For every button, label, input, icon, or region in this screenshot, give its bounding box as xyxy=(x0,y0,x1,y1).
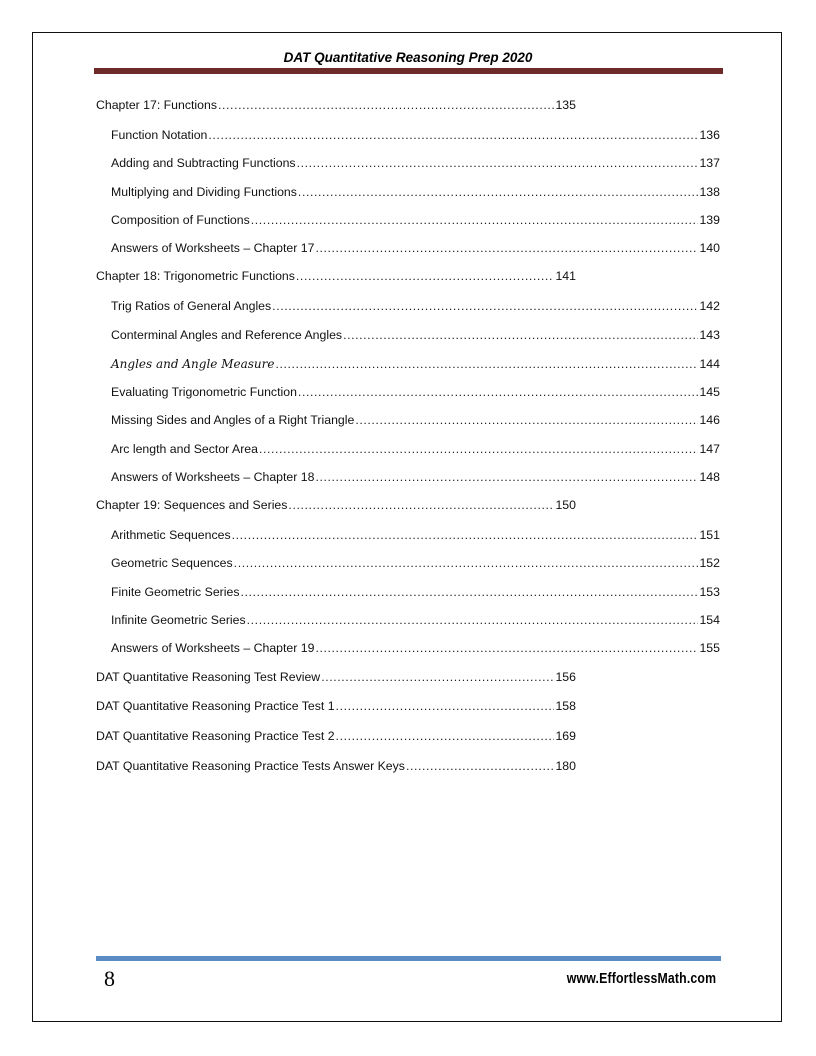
toc-entry-title: Finite Geometric Series xyxy=(111,585,240,599)
toc-entry[interactable] xyxy=(111,526,720,544)
toc-dot-leader xyxy=(298,383,699,401)
toc-page-number: 153 xyxy=(699,585,720,599)
toc-entry-title: Chapter 17: Functions xyxy=(96,98,217,112)
toc-entry-title: Adding and Subtracting Functions xyxy=(111,156,296,170)
toc-entry[interactable] xyxy=(111,468,720,486)
toc-page-number: 136 xyxy=(699,128,720,142)
toc-dot-leader xyxy=(232,526,699,544)
toc-dot-leader xyxy=(218,96,554,114)
toc-dot-leader xyxy=(240,583,698,601)
toc-entry-title: Infinite Geometric Series xyxy=(111,613,246,627)
toc-dot-leader xyxy=(298,183,699,201)
toc-entry-title: Answers of Worksheets – Chapter 19 xyxy=(111,641,315,655)
toc-entry[interactable] xyxy=(111,239,720,257)
toc-entry[interactable] xyxy=(111,297,720,315)
toc-entry-title: DAT Quantitative Reasoning Practice Test 1 xyxy=(96,699,335,713)
toc-dot-leader xyxy=(251,211,699,229)
toc-page-number: 137 xyxy=(699,156,720,170)
toc-entry[interactable] xyxy=(111,583,720,601)
footer-rule xyxy=(96,956,721,961)
toc-dot-leader xyxy=(247,611,699,629)
toc-entry[interactable] xyxy=(111,326,720,344)
toc-page-number: 139 xyxy=(699,213,720,227)
toc-dot-leader xyxy=(297,154,699,172)
toc-chapter-18[interactable] xyxy=(96,267,576,285)
toc-practice-test-2[interactable] xyxy=(96,727,576,745)
toc-dot-leader xyxy=(259,440,699,458)
toc-page-number: 169 xyxy=(555,729,576,743)
toc-page-number: 148 xyxy=(699,470,720,484)
toc-entry-title: Composition of Functions xyxy=(111,213,250,227)
toc-dot-leader xyxy=(336,697,555,715)
toc-dot-leader xyxy=(234,554,699,572)
toc-dot-leader xyxy=(275,355,698,373)
toc-answer-keys[interactable] xyxy=(96,757,576,775)
toc-dot-leader xyxy=(272,297,698,315)
toc-chapter-17[interactable] xyxy=(96,96,576,114)
toc-page-number: 156 xyxy=(555,670,576,684)
toc-dot-leader xyxy=(315,239,698,257)
toc-page-number: 135 xyxy=(555,98,576,112)
toc-test-review[interactable] xyxy=(96,668,576,686)
header-rule xyxy=(94,68,723,74)
page-number: 8 xyxy=(104,966,115,991)
toc-dot-leader xyxy=(321,668,554,686)
toc-page-number: 158 xyxy=(555,699,576,713)
toc-dot-leader xyxy=(315,639,698,657)
toc-entry[interactable] xyxy=(111,355,720,373)
toc-page-number: 143 xyxy=(699,328,720,342)
toc-entry-title: Multiplying and Dividing Functions xyxy=(111,185,297,199)
toc-entry-title: Answers of Worksheets – Chapter 18 xyxy=(111,470,315,484)
toc-page-number: 150 xyxy=(555,498,576,512)
running-header-title: DAT Quantitative Reasoning Prep 2020 xyxy=(283,50,533,65)
toc-entry-title: Arithmetic Sequences xyxy=(111,528,231,542)
toc-entry-title: Evaluating Trigonometric Function xyxy=(111,385,297,399)
toc-entry-title: DAT Quantitative Reasoning Test Review xyxy=(96,670,321,684)
toc-entry-title: Geometric Sequences xyxy=(111,556,233,570)
toc-page-number: 144 xyxy=(699,357,720,371)
toc-entry-title: Trig Ratios of General Angles xyxy=(111,299,272,313)
toc-entry-title: Answers of Worksheets – Chapter 17 xyxy=(111,241,315,255)
toc-entry[interactable] xyxy=(111,183,720,201)
toc-dot-leader xyxy=(406,757,555,775)
toc-page-number: 141 xyxy=(555,269,576,283)
toc-page-number: 155 xyxy=(699,641,720,655)
toc-entry[interactable] xyxy=(111,611,720,629)
toc-entry[interactable] xyxy=(111,211,720,229)
toc-chapter-19[interactable] xyxy=(96,496,576,514)
toc-practice-test-1[interactable] xyxy=(96,697,576,715)
toc-entry-title: Arc length and Sector Area xyxy=(111,442,258,456)
toc-entry[interactable] xyxy=(111,411,720,429)
toc-page-number: 180 xyxy=(555,759,576,773)
toc-dot-leader xyxy=(336,727,555,745)
toc-entry[interactable] xyxy=(111,383,720,401)
toc-entry-title: Function Notation xyxy=(111,128,208,142)
toc-page-number: 147 xyxy=(699,442,720,456)
footer-website-link[interactable]: www.EffortlessMath.com xyxy=(566,970,716,987)
toc-dot-leader xyxy=(343,326,698,344)
toc-page-number: 154 xyxy=(699,613,720,627)
toc-page-number: 146 xyxy=(699,413,720,427)
toc-entry[interactable] xyxy=(111,639,720,657)
toc-entry[interactable] xyxy=(111,440,720,458)
toc-page-number: 145 xyxy=(699,385,720,399)
toc-entry[interactable] xyxy=(111,154,720,172)
toc-entry-title: DAT Quantitative Reasoning Practice Tests Answer Keys xyxy=(96,759,405,773)
toc-dot-leader xyxy=(296,267,555,285)
toc-page-number: 152 xyxy=(699,556,720,570)
toc-entry-title: Missing Sides and Angles of a Right Triangle xyxy=(111,413,355,427)
toc-entry-title: Angles and Angle Measure xyxy=(111,357,275,371)
toc-page-number: 138 xyxy=(699,185,720,199)
toc-entry-title: DAT Quantitative Reasoning Practice Test 2 xyxy=(96,729,335,743)
toc-entry-title: Chapter 19: Sequences and Series xyxy=(96,498,288,512)
toc-entry[interactable] xyxy=(111,554,720,572)
toc-dot-leader xyxy=(288,496,554,514)
toc-entry-title: Conterminal Angles and Reference Angles xyxy=(111,328,343,342)
toc-page-number: 142 xyxy=(699,299,720,313)
toc-entry[interactable] xyxy=(111,126,720,144)
toc-dot-leader xyxy=(355,411,698,429)
toc-dot-leader xyxy=(208,126,698,144)
toc-entry-title: Chapter 18: Trigonometric Functions xyxy=(96,269,295,283)
toc-dot-leader xyxy=(315,468,698,486)
toc-page-number: 140 xyxy=(699,241,720,255)
toc-page-number: 151 xyxy=(699,528,720,542)
